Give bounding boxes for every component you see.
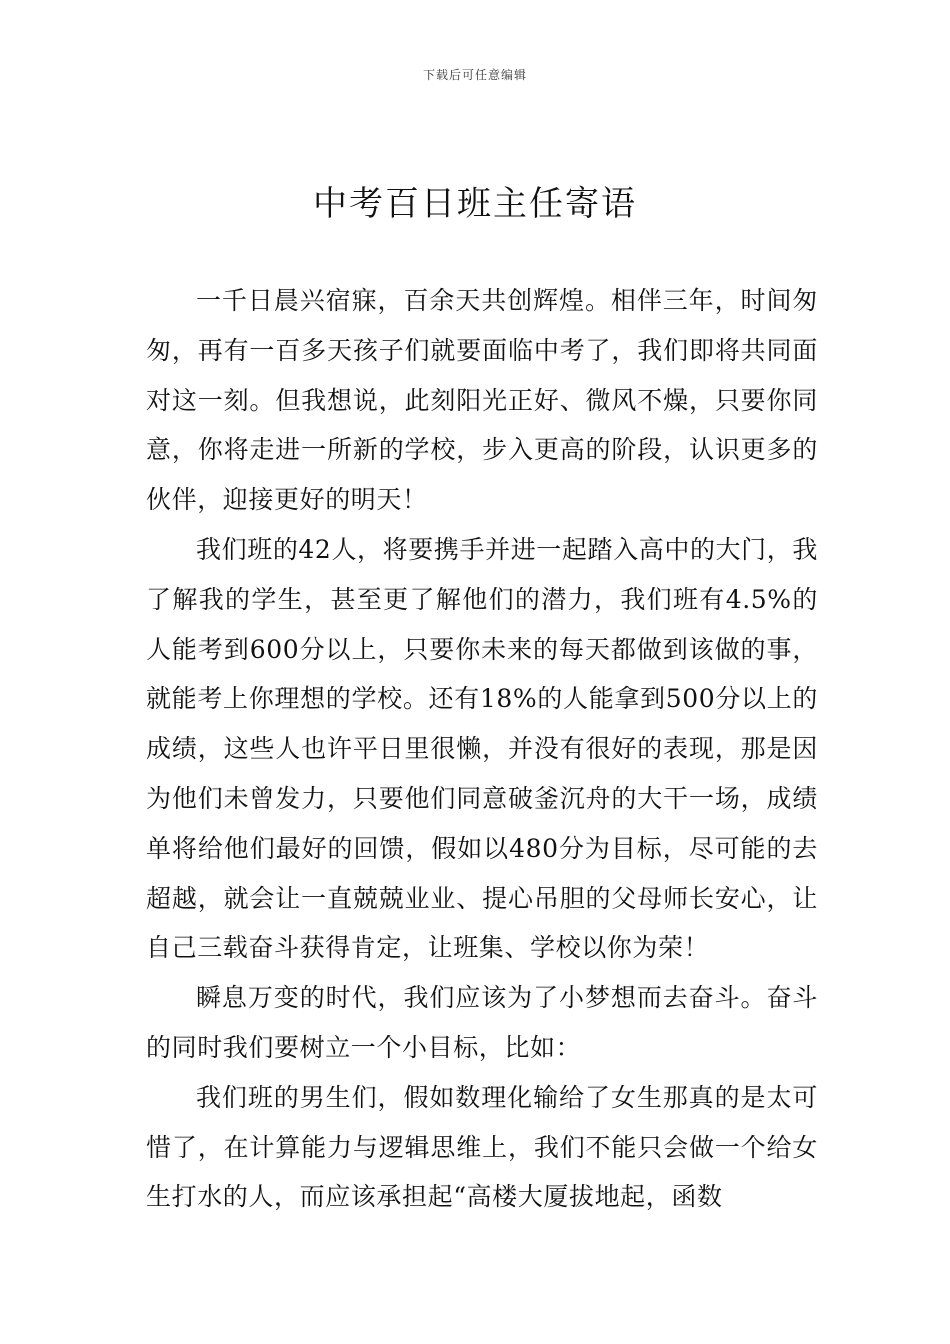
paragraph-1: 一千日晨兴宿寐，百余天共创辉煌。相伴三年，时间匆匆，再有一百多天孩子们就要面临中考了，我们即将共同面对这一刻。但我想说，此刻阳光正好、微风不燥，只要你同意，你将走进一所新的学校，步入更高的阶段，认识更多的伙伴，迎接更好的明天！	[146, 286, 818, 515]
paragraph-4: 我们班的男生们，假如数理化输给了女生那真的是太可惜了，在计算能力与逻辑思维上，我们不能只会做一个给女生打水的人，而应该承担起“高楼大厦拔地起，函数	[146, 1082, 818, 1212]
paragraph-3: 瞬息万变的时代，我们应该为了小梦想而去奋斗。奋斗的同时我们要树立一个小目标，比如：	[146, 983, 818, 1062]
document-title: 中考百日班主任寄语	[313, 184, 637, 224]
paragraph-2: 我们班的42人，将要携手并进一起踏入高中的大门，我了解我的学生，甚至更了解他们的潜力，我们班有4.5%的人能考到600分以上，只要你未来的每天都做到该做的事，就能考上你理想的学校。还有18%的人能拿到500分以上的成绩，这些人也许平日里很懒，并没有很好的表现，那是因为他们未曾发力，只要他们同意破釜沉舟的大干一场，成绩单将给他们最好的回馈，假如以480分为目标，尽可能的去超越，就会让一直兢兢业业、提心吊胆的父母师长安心，让自己三载奋斗获得肯定，让班集、学校以你为荣！	[146, 534, 818, 963]
header-note: 下载后可任意编辑	[422, 68, 527, 82]
document-body	[146, 276, 818, 1222]
